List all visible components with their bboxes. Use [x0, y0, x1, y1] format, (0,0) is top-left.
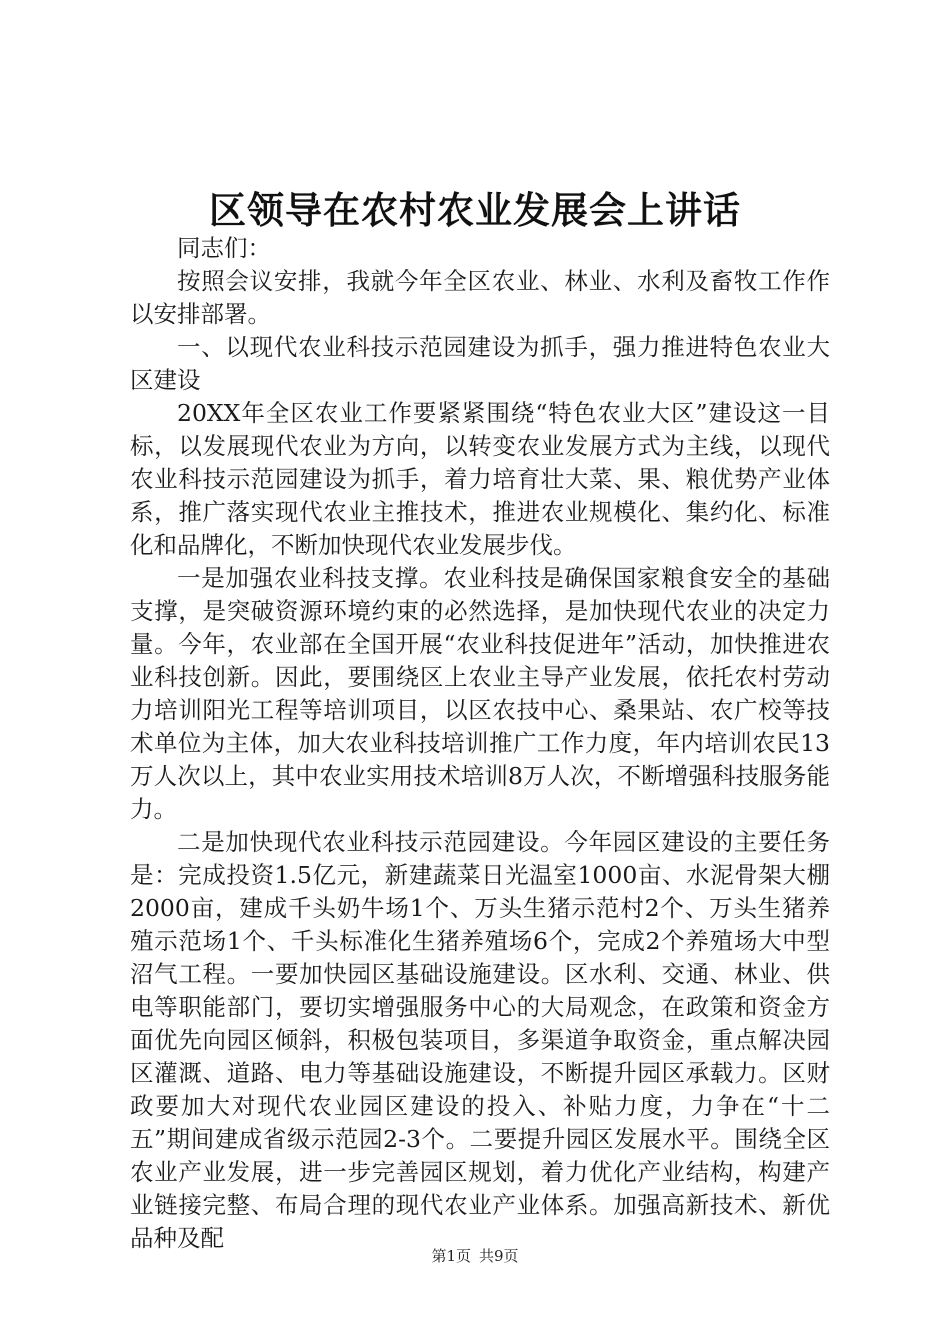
document-body — [130, 232, 830, 1255]
paragraph-section-heading: 一、以现代农业科技示范园建设为抓手，强力推进特色农业大区建设 — [130, 333, 830, 394]
page-total: 共9页 — [479, 1247, 519, 1265]
paragraph-intro: 按照会议安排，我就今年全区农业、林业、水利及畜牧工作作以安排部署。 — [130, 267, 830, 328]
page-number: 第1页 — [431, 1247, 471, 1265]
paragraph-point-one: 一是加强农业科技支撑。农业科技是确保国家粮食安全的基础支撑，是突破资源环境约束的必然选择，是加快现代农业的决定力量。今年，农业部在全国开展“农业科技促进年”活动，加快推进农业科技创新。因此，要围绕区上农业主导产业发展，依托农村劳动力培训阳光工程等培训项目，以区农技中心、桑果站、农广校等技术单位为主体，加大农业科技培训推广工作力度，年内培训农民13万人次以上，其中农业实用技术培训8万人次，不断增强科技服务能力。 — [130, 564, 830, 823]
paragraph-point-two: 二是加快现代农业科技示范园建设。今年园区建设的主要任务是：完成投资1.5亿元，新建蔬菜日光温室1000亩、水泥骨架大棚2000亩，建成千头奶牛场1个、万头生猪示范村2个、万头生猪养殖示范场1个、千头标准化生猪养殖场6个，完成2个养殖场大中型沼气工程。一要加快园区基础设施建设。区水利、交通、林业、供电等职能部门，要切实增强服务中心的大局观念，在政策和资金方面优先向园区倾斜，积极包装项目，多渠道争取资金，重点解决园区灌溉、道路、电力等基础设施建设，不断提升园区承载力。区财政要加大对现代农业园区建设的投入、补贴力度，力争在“十二五”期间建成省级示范园2-3个。二要提升园区发展水平。围绕全区农业产业发展，进一步完善园区规划，着力优化产业结构，构建产业链接完整、布局合理的现代农业产业体系。加强高新技术、新优品种及配 — [130, 828, 830, 1252]
paragraph-overview: 20XX年全区农业工作要紧紧围绕“特色农业大区”建设这一目标，以发展现代农业为方向，以转变农业发展方式为主线，以现代农业科技示范园建设为抓手，着力培育壮大菜、果、粮优势产业体系，推广落实现代农业主推技术，推进农业规模化、集约化、标准化和品牌化，不断加快现代农业发展步伐。 — [130, 399, 830, 559]
paragraph-salutation: 同志们： — [177, 234, 271, 262]
page-footer — [0, 1245, 950, 1266]
document-title: 区领导在农村农业发展会上讲话 — [209, 188, 741, 232]
